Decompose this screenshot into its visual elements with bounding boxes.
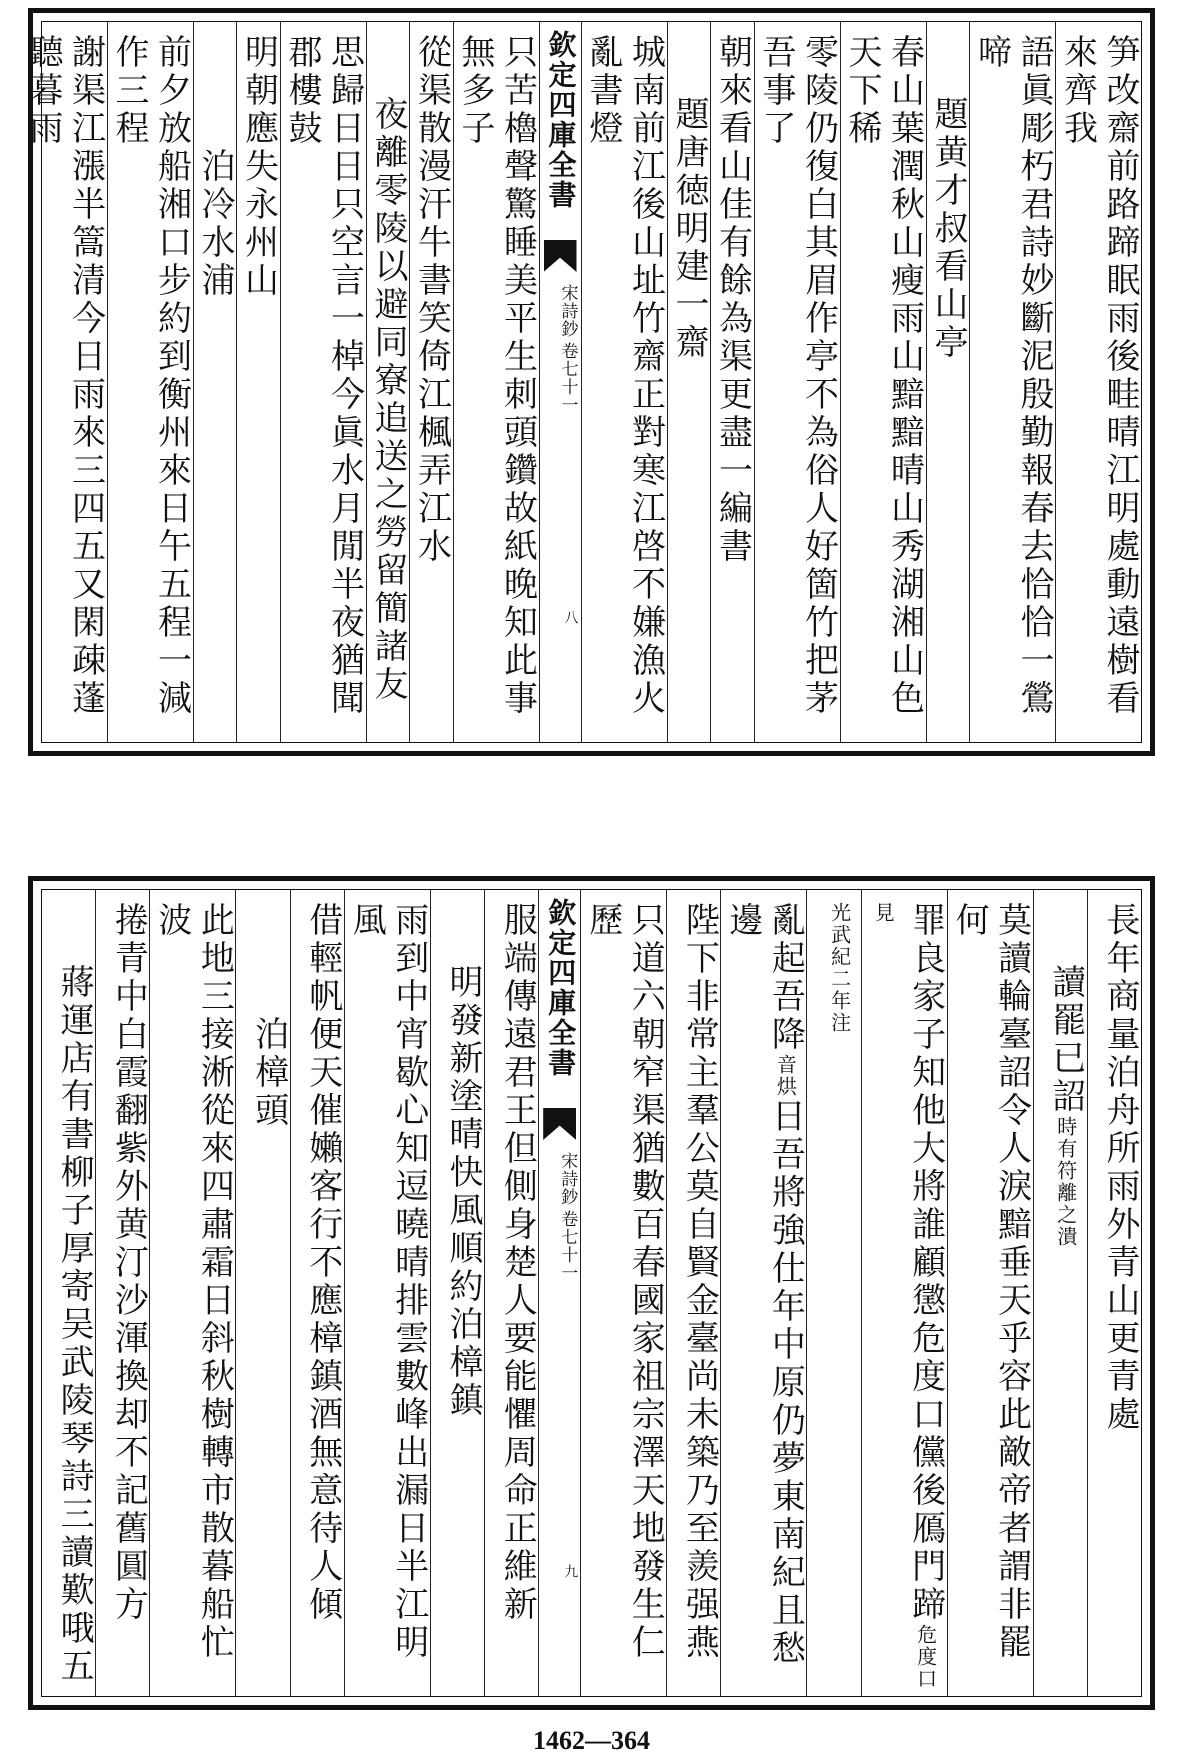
text-column <box>580 890 666 1696</box>
text-column <box>366 22 410 742</box>
lower-page <box>28 876 1155 1710</box>
text-column <box>969 22 1055 742</box>
text-column <box>290 890 344 1696</box>
center-title: 欽定四庫全書 <box>544 898 578 1078</box>
verse-line: 朝來看山佳有餘為渠更盡一編書 <box>712 34 753 566</box>
verse-line: 借輕帆便天催嬾客行不應樟鎮酒無意待人傾 <box>302 902 343 1624</box>
text-column <box>484 890 538 1696</box>
text-column <box>193 22 237 742</box>
text-column <box>1055 22 1141 742</box>
center-volume: 卷七十一 <box>557 1210 578 1282</box>
text-column <box>581 22 667 742</box>
verse-line: 謝渠江漲半篙清今日雨來三四五又閑疎蓬聽暮雨 <box>23 34 106 718</box>
poem-title: 讀罷已詔 <box>1045 964 1086 1116</box>
text-column <box>840 22 926 742</box>
text-column <box>926 22 970 742</box>
center-page-number: 八 <box>562 610 579 624</box>
text-column <box>861 890 947 1696</box>
text-column <box>1087 890 1141 1696</box>
verse-line: 服端傳遠君王但側身楚人要能懼周命正維新 <box>497 902 538 1624</box>
poem-title: 題唐徳明建一齋 <box>669 96 709 362</box>
center-fold-column <box>538 890 580 1696</box>
verse-line: 笋改齋前路蹄眠雨後畦晴江明處動遠樹看來齊我 <box>1057 34 1140 718</box>
center-fold-column <box>539 22 581 742</box>
upper-page <box>23 8 1155 756</box>
text-column <box>235 890 289 1696</box>
verse-line-continued: 日吾將強仕年中原仍夢東南紀且愁邊 <box>722 902 806 1668</box>
verse-line: 捲青中白霞翻紫外黄汀沙渾換却不記舊圓方 <box>108 902 149 1624</box>
text-column <box>22 22 107 742</box>
page-footer-number: 1462—364 <box>533 1726 650 1755</box>
verse-line: 明朝應失永州山 <box>238 34 279 300</box>
fish-tail-mark <box>543 1108 576 1140</box>
annotation-note: 音烘 <box>773 1054 798 1098</box>
verse-line: 城南前江後山址竹齋正對寒江啓不嫌漁火亂書燈 <box>583 34 666 718</box>
text-column <box>1033 890 1087 1696</box>
text-column <box>236 22 280 742</box>
text-column <box>430 890 484 1696</box>
text-column <box>667 22 711 742</box>
verse-line: 莫讀輪臺詔令人淚黯垂天乎容此敵帝者謂非罷何 <box>949 902 1032 1662</box>
verse-line: 陛下非常主羣公莫自賢金臺尚未築乃至羨强燕 <box>679 902 720 1662</box>
text-column <box>666 890 720 1696</box>
center-page-number: 九 <box>562 1564 579 1578</box>
verse-line: 罪良家子知他大將誰顧懲危度口儻後鴈門蹄 <box>905 902 946 1624</box>
poem-title: 夜離零陵以避同寮追送之勞留簡諸友 <box>368 96 408 704</box>
lower-page-columns <box>42 890 1141 1696</box>
annotation-note: 光武紀二年注 <box>827 902 852 1034</box>
center-book-name: 宋詩鈔 <box>557 284 578 338</box>
text-column <box>95 890 149 1696</box>
text-column <box>710 22 754 742</box>
verse-line: 只道六朝窄渠猶數百春國家祖宗澤天地發生仁歷 <box>582 902 666 1662</box>
center-volume: 卷七十一 <box>557 342 578 414</box>
upper-page-frame <box>23 21 1142 743</box>
verse-line: 只苦櫓聲驚睡美平生刺頭鑽故紙晚知此事無多子 <box>455 34 538 718</box>
upper-page-columns <box>23 22 1141 742</box>
fish-tail-mark <box>544 240 577 272</box>
text-column <box>806 890 860 1696</box>
text-column <box>344 890 430 1696</box>
text-column <box>107 22 193 742</box>
verse-line: 亂起吾降 <box>765 902 806 1054</box>
annotation-note: 危度口見 <box>871 902 938 1690</box>
text-column <box>754 22 840 742</box>
center-title: 欽定四庫全書 <box>544 30 578 210</box>
verse-line: 春山葉潤秋山瘦雨山黯黯晴山秀湖湘山色天下稀 <box>842 34 925 718</box>
text-column <box>720 890 806 1696</box>
lower-page-frame <box>41 889 1142 1697</box>
text-column <box>409 22 453 742</box>
poem-title: 題黄才叔看山亭 <box>928 96 968 362</box>
verse-line: 從渠散漫汗牛書笑倚江楓弄江水 <box>411 34 452 566</box>
poem-title: 泊樟頭 <box>248 1016 289 1130</box>
verse-line: 前夕放船湘口步約到衡州來日午五程一減作三程 <box>109 34 192 718</box>
text-column <box>42 890 95 1696</box>
annotation-note: 時有符離之潰 <box>1053 1116 1078 1248</box>
center-book-name: 宋詩鈔 <box>557 1152 578 1206</box>
verse-line: 零陵仍復白其眉作亭不為俗人好箇竹把茅吾事了 <box>756 34 839 718</box>
poem-title: 明發新塗晴快風順約泊樟鎮 <box>442 964 483 1420</box>
verse-line: 長年商量泊舟所雨外青山更青處 <box>1100 902 1140 1434</box>
text-column <box>280 22 366 742</box>
verse-line: 雨到中宵歇心知逗曉晴排雲數峰出漏日半江明風 <box>346 902 429 1662</box>
text-column <box>453 22 539 742</box>
verse-line: 思歸日日只空言一棹今眞水月閒半夜猶聞郡樓鼓 <box>282 34 365 718</box>
verse-line: 語眞彫朽君詩妙斷泥殷勤報春去恰恰一鶯啼 <box>971 34 1054 718</box>
poem-title: 蔣運店有書柳子厚寄吴武陵琴詩三讀歎哦五 <box>54 964 95 1686</box>
poem-title: 泊冷水浦 <box>195 148 235 300</box>
text-column <box>149 890 235 1696</box>
text-column <box>947 890 1033 1696</box>
verse-line: 此地三接淅從來四肅霜日斜秋樹轉市散暮船忙波 <box>151 902 235 1662</box>
